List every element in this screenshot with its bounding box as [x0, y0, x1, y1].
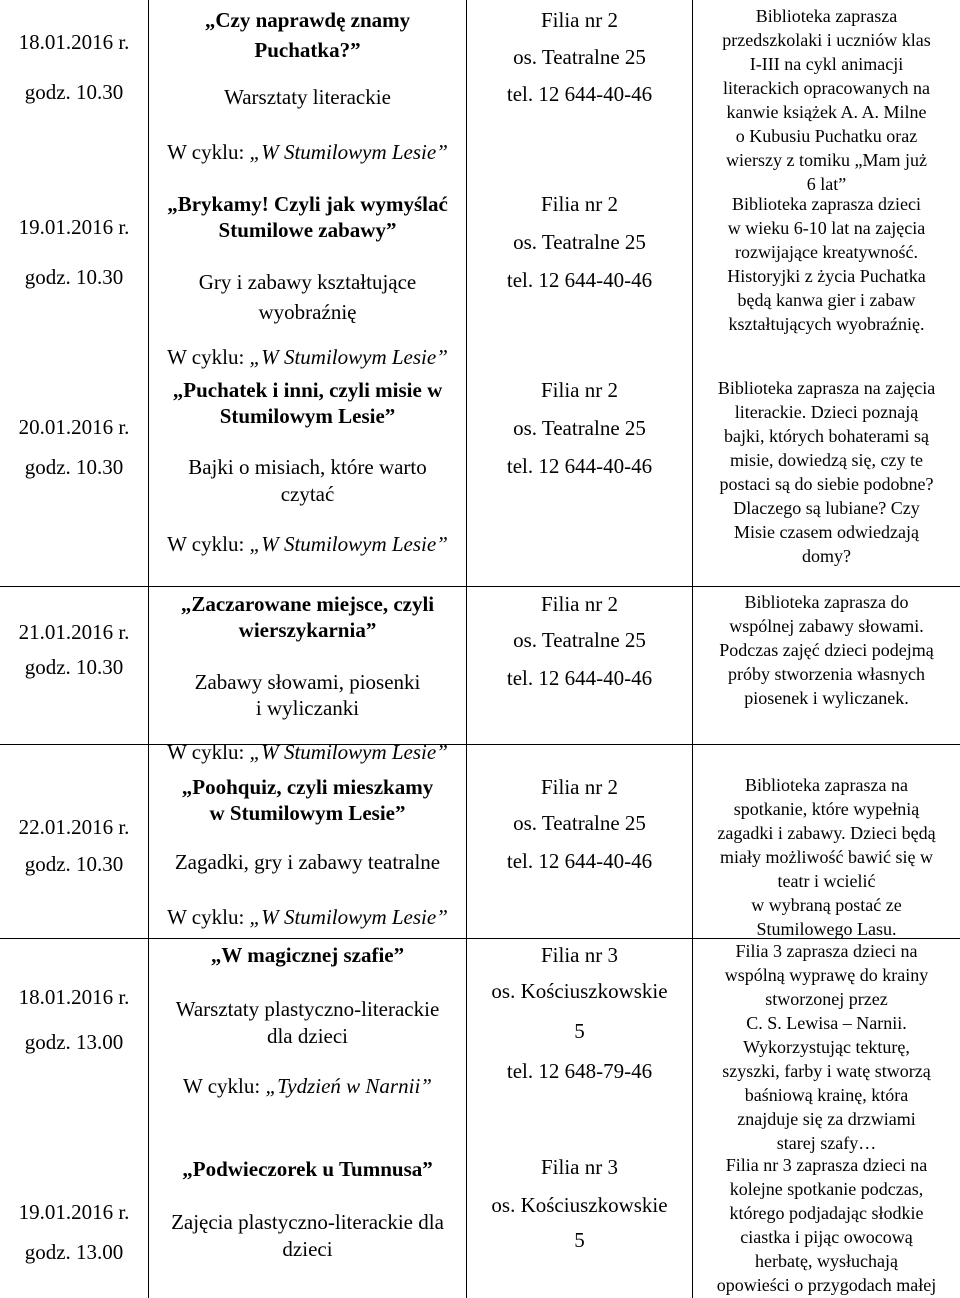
series-prefix: W cyklu: [167, 140, 250, 164]
description-line: starej szafy… [776, 1133, 877, 1153]
description-line: opowieści o przygodach małej [716, 1275, 937, 1295]
row-divider [0, 586, 960, 587]
description-line: Filia nr 3 zaprasza dzieci na [725, 1155, 928, 1175]
event-series [149, 140, 466, 165]
event-subtitle: wyobraźnię [258, 300, 357, 324]
description-line: Biblioteka zaprasza na [745, 775, 908, 795]
event-date: 18.01.2016 r. [18, 30, 130, 54]
event-title: „Podwieczorek u Tumnusa” [182, 1157, 433, 1181]
event-title: „Brykamy! Czyli jak wymyślać [167, 192, 448, 216]
event-subtitle: dla dzieci [266, 1024, 349, 1048]
venue-line: Filia nr 2 [541, 8, 618, 32]
description-line: stworzonej przez [765, 989, 888, 1009]
description-line: szyszki, farby i watę stworzą [722, 1061, 931, 1081]
event-title: „Czy naprawdę znamy [204, 8, 411, 32]
event-subtitle: dzieci [282, 1237, 333, 1261]
event-subtitle: Gry i zabawy kształtujące [198, 270, 417, 294]
description-line: I-III na cykl animacji [749, 54, 904, 74]
event-series [149, 345, 466, 370]
event-subtitle: Bajki o misiach, które warto [188, 455, 427, 479]
event-time: godz. 10.30 [24, 655, 124, 679]
description-line: Stumilowego Lasu. [756, 919, 897, 939]
description-line: Biblioteka zaprasza [755, 6, 898, 26]
description-line: Historyjki z życia Puchatka [727, 266, 926, 286]
event-subtitle: Zagadki, gry i zabawy teatralne [174, 850, 441, 874]
event-date: 22.01.2016 r. [18, 815, 130, 839]
venue-line: os. Teatralne 25 [513, 45, 646, 69]
venue-line: tel. 12 644-40-46 [506, 82, 653, 106]
description-line: kształtujących wyobraźnię. [728, 314, 925, 334]
series-prefix: W cyklu: [183, 1074, 266, 1098]
description-line: Dlaczego są lubiane? Czy [733, 498, 920, 518]
description-line: próby stworzenia własnych [728, 664, 925, 684]
event-title: wierszykarnia” [238, 618, 377, 642]
description-line: ciastka i pijąc owocową [740, 1227, 913, 1247]
description-line: Biblioteka zaprasza dzieci [732, 194, 921, 214]
description-line: Misie czasem odwiedzają [734, 522, 919, 542]
event-date: 20.01.2016 r. [18, 415, 130, 439]
event-title: „Poohquiz, czyli mieszkamy [181, 775, 434, 799]
event-time: godz. 13.00 [24, 1030, 124, 1054]
event-title: Puchatka?” [254, 38, 361, 62]
venue-line: 5 [574, 1019, 585, 1043]
event-subtitle: Zajęcia plastyczno-literackie dla [171, 1210, 444, 1234]
event-date: 19.01.2016 r. [18, 1200, 130, 1224]
venue-line: Filia nr 2 [541, 378, 618, 402]
event-time: godz. 10.30 [24, 80, 124, 104]
venue-line: 5 [574, 1228, 585, 1252]
event-time: godz. 10.30 [24, 265, 124, 289]
description-line: rozwijające kreatywność. [735, 242, 918, 262]
description-line: wspólną wyprawę do krainy [724, 965, 929, 985]
venue-line: os. Kościuszkowskie [491, 979, 668, 1003]
description-line: Biblioteka zaprasza do [744, 592, 909, 612]
venue-line: tel. 12 644-40-46 [506, 268, 653, 292]
event-title: „Zaczarowane miejsce, czyli [180, 592, 435, 616]
description-line: bajki, których bohaterami są [724, 426, 929, 446]
series-name: „Tydzień w Narnii” [265, 1074, 432, 1098]
description-line: domy? [802, 546, 851, 566]
venue-line: tel. 12 644-40-46 [506, 849, 653, 873]
description-line: literackie. Dzieci poznają [734, 402, 919, 422]
event-title: „Puchatek i inni, czyli misie w [172, 378, 443, 402]
description-line: Filia 3 zaprasza dzieci na [735, 941, 918, 961]
event-series [149, 532, 466, 557]
event-subtitle: Zabawy słowami, piosenki [194, 670, 421, 694]
description-line: którego podjadając słodkie [729, 1203, 924, 1223]
series-name: „W Stumilowym Lesie” [249, 140, 448, 164]
description-line: literackich opracowanych na [723, 78, 930, 98]
series-prefix: W cyklu: [167, 740, 250, 764]
venue-line: os. Kościuszkowskie [491, 1193, 668, 1217]
event-series [149, 1074, 466, 1099]
description-line: 6 lat” [806, 174, 847, 194]
venue-line: os. Teatralne 25 [513, 230, 646, 254]
description-line: miały możliwość bawić się w [720, 847, 933, 867]
venue-line: tel. 12 644-40-46 [506, 454, 653, 478]
series-name: „W Stumilowym Lesie” [249, 905, 448, 929]
event-subtitle: i wyliczanki [255, 696, 360, 720]
event-date: 19.01.2016 r. [18, 215, 130, 239]
venue-line: Filia nr 3 [541, 943, 618, 967]
event-title: Stumilowym Lesie” [219, 404, 396, 428]
venue-line: tel. 12 648-79-46 [506, 1059, 653, 1083]
description-line: Wykorzystując tekturę, [743, 1037, 910, 1057]
description-line: Podczas zajęć dzieci podejmą [719, 640, 934, 660]
description-line: kolejne spotkanie podczas, [729, 1179, 924, 1199]
event-date: 21.01.2016 r. [18, 620, 130, 644]
description-line: piosenek i wyliczanek. [744, 688, 909, 708]
description-line: przedszkolaki i uczniów klas [722, 30, 931, 50]
description-line: Biblioteka zaprasza na zajęcia [717, 378, 936, 398]
venue-line: Filia nr 2 [541, 192, 618, 216]
venue-line: Filia nr 2 [541, 775, 618, 799]
event-title: „W magicznej szafie” [210, 943, 405, 967]
event-series [149, 905, 466, 930]
description-line: postaci są do siebie podobne? [719, 474, 934, 494]
event-subtitle: Warsztaty plastyczno-literackie [175, 997, 440, 1021]
description-line: C. S. Lewisa – Narnii. [746, 1013, 907, 1033]
series-prefix: W cyklu: [167, 905, 250, 929]
venue-line: Filia nr 2 [541, 592, 618, 616]
description-line: zagadki i zabawy. Dzieci będą [717, 823, 936, 843]
series-prefix: W cyklu: [167, 532, 250, 556]
description-line: baśniową krainę, która [744, 1085, 909, 1105]
description-line: misie, dowiedzą się, czy te [730, 450, 923, 470]
venue-line: os. Teatralne 25 [513, 416, 646, 440]
row-divider [0, 744, 960, 745]
description-line: w wybraną postać ze [751, 895, 902, 915]
description-line: o Kubusiu Puchatku oraz [735, 126, 918, 146]
description-line: w wieku 6-10 lat na zajęcia [727, 218, 926, 238]
description-line: kanwie książek A. A. Milne [726, 102, 927, 122]
venue-line: os. Teatralne 25 [513, 628, 646, 652]
venue-line: Filia nr 3 [541, 1155, 618, 1179]
description-line: spotkanie, które wypełnią [733, 799, 920, 819]
description-line: będą kanwa gier i zabaw [737, 290, 916, 310]
event-time: godz. 10.30 [24, 852, 124, 876]
event-date: 18.01.2016 r. [18, 985, 130, 1009]
series-name: „W Stumilowym Lesie” [249, 740, 448, 764]
description-line: herbatę, wysłuchają [755, 1251, 898, 1271]
description-line: wierszy z tomiku „Mam już [726, 150, 927, 170]
event-subtitle: czytać [280, 482, 335, 506]
event-title: w Stumilowym Lesie” [209, 801, 406, 825]
event-time: godz. 13.00 [24, 1240, 124, 1264]
event-series [149, 740, 466, 765]
series-name: „W Stumilowym Lesie” [249, 532, 448, 556]
venue-line: os. Teatralne 25 [513, 811, 646, 835]
description-line: wspólnej zabawy słowami. [729, 616, 924, 636]
event-subtitle: Warsztaty literackie [224, 85, 391, 109]
venue-line: tel. 12 644-40-46 [506, 666, 653, 690]
description-line: znajduje się za drzwiami [737, 1109, 916, 1129]
series-prefix: W cyklu: [167, 345, 250, 369]
series-name: „W Stumilowym Lesie” [249, 345, 448, 369]
event-title: Stumilowe zabawy” [218, 218, 397, 242]
description-line: teatr i wcielić [777, 871, 876, 891]
event-time: godz. 10.30 [24, 455, 124, 479]
